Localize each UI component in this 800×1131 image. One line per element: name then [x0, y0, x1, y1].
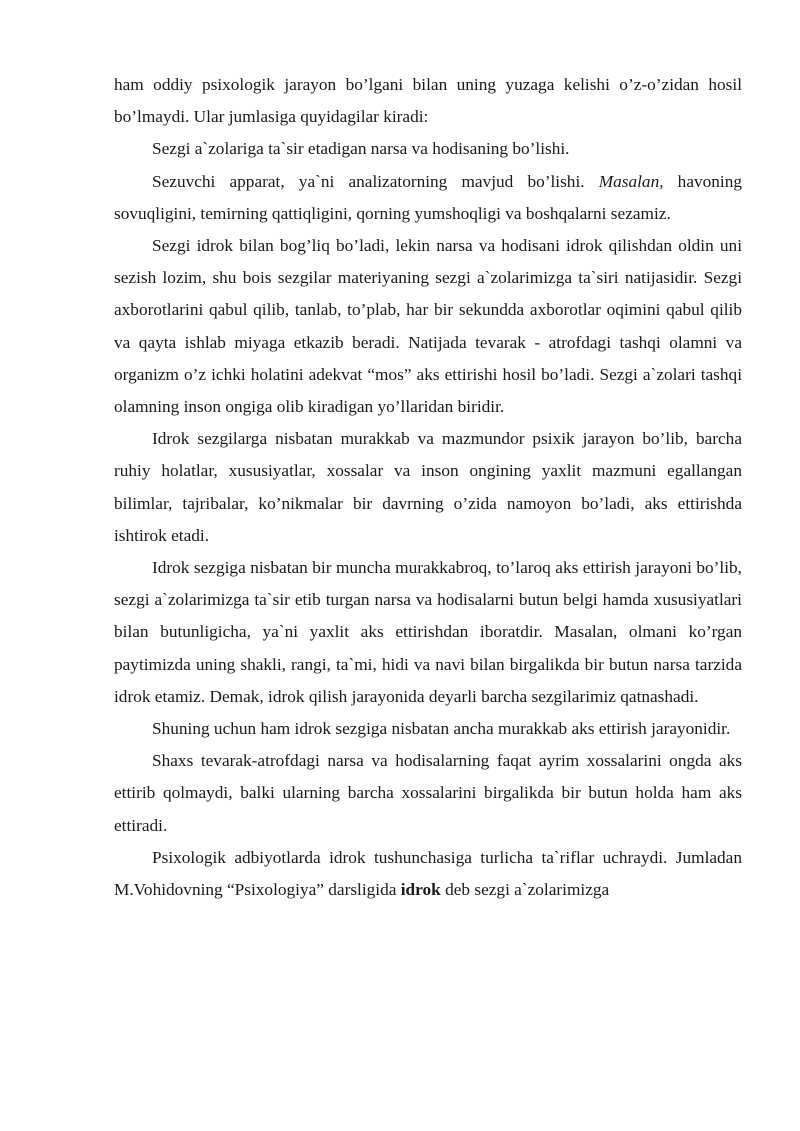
paragraph-text: Idrok sezgilarga nisbatan murakkab va mazmundor psixik jarayon bo’lib, barcha ruhiy holatlar, xususiyatlar, xossalar va inson ongining yaxlit mazmuni egallangan bilimlar, tajribalar, ko’nikmalar bir davrning o’zida namoyon bo’ladi, aks ettirishda ishtirok etadi.: [114, 429, 742, 545]
paragraph-continuation: [114, 69, 742, 133]
paragraph-text: Idrok sezgiga nisbatan bir muncha murakkabroq, to’laroq aks ettirish jarayoni bo’lib, sezgi a`zolarimizga ta`sir etib turgan narsa va hodisalarni butun belgi hamda xususiyatlari bilan butunligicha, ya`ni yaxlit aks ettirishdan iboratdir. Masalan, olmani ko’rgan paytimizda uning shakli, rangi, ta`mi, hidi va navi bilan birgalikda bir butun narsa tarzida idrok etamiz. Demak, idrok qilish jarayonida deyarli barcha sezgilarimiz qatnashadi.: [114, 558, 742, 706]
paragraph-perception-whole: [114, 552, 742, 713]
paragraph-condition-stimulus: [114, 133, 742, 165]
paragraph-text: ham oddiy psixologik jarayon bo’lgani bilan uning yuzaga kelishi o’z-o’zidan hosil bo’lmaydi. Ular jumlasiga quyidagilar kiradi:: [114, 75, 742, 127]
paragraph-text: deb sezgi a`zolarimizga: [440, 880, 610, 900]
paragraph-text: Shaxs tevarak-atrofdagi narsa va hodisalarning faqat ayrim xossalarini ongda aks ettirib qolmaydi, balki ularning barcha xossalarini birgalikda bir butun holda ham aks ettiradi.: [114, 751, 742, 835]
paragraph-person-reflects: [114, 745, 742, 842]
paragraph-sensation-perception: [114, 230, 742, 423]
bold-term-idrok: idrok: [400, 880, 441, 900]
paragraph-text: Sezuvchi apparat, ya`ni analizatorning mavjud bo’lishi.: [152, 171, 599, 191]
paragraph-text: Shuning uchun ham idrok sezgiga nisbatan ancha murakkab aks ettirish jarayonidir.: [152, 719, 731, 739]
paragraph-definitions: [114, 842, 742, 906]
document-body: [114, 69, 742, 906]
paragraph-condition-analyzer: [114, 166, 742, 230]
paragraph-text: Sezgi idrok bilan bog’liq bo’ladi, lekin narsa va hodisani idrok qilishdan oldin uni sezish lozim, shu bois sezgilar materiyaning sezgi a`zolarimizga ta`siri natijasidir. Sezgi axborotlarini qabul qilib, tanlab, to’plab, har bir sekundda axborotlar oqimini qabul qilib va qayta ishlab miyaga etkazib beradi. Natijada tevarak - atrofdagi tashqi olamni va organizm o’z ichki holatini adekvat “mos” aks ettirishi hosil bo’ladi. Sezgi a`zolari tashqi olamning inson ongiga olib kiradigan yo’llaridan biridir.: [114, 236, 742, 417]
paragraph-text: Sezgi a`zolariga ta`sir etadigan narsa va hodisaning bo’lishi.: [152, 139, 570, 159]
paragraph-text: Psixologik adbiyotlarda idrok tushunchasiga turlicha ta`riflar uchraydi. Jumladan M.Vohidovning “Psixologiya” darsligida: [114, 847, 742, 900]
paragraph-therefore: [114, 713, 742, 745]
italic-example-word: Masalan,: [598, 171, 664, 191]
paragraph-perception-complex: [114, 423, 742, 552]
paragraph-text: havoning sovuqligini, temirning qattiqligini, qorning yumshoqligi va boshqalarni sezamiz.: [114, 171, 742, 223]
